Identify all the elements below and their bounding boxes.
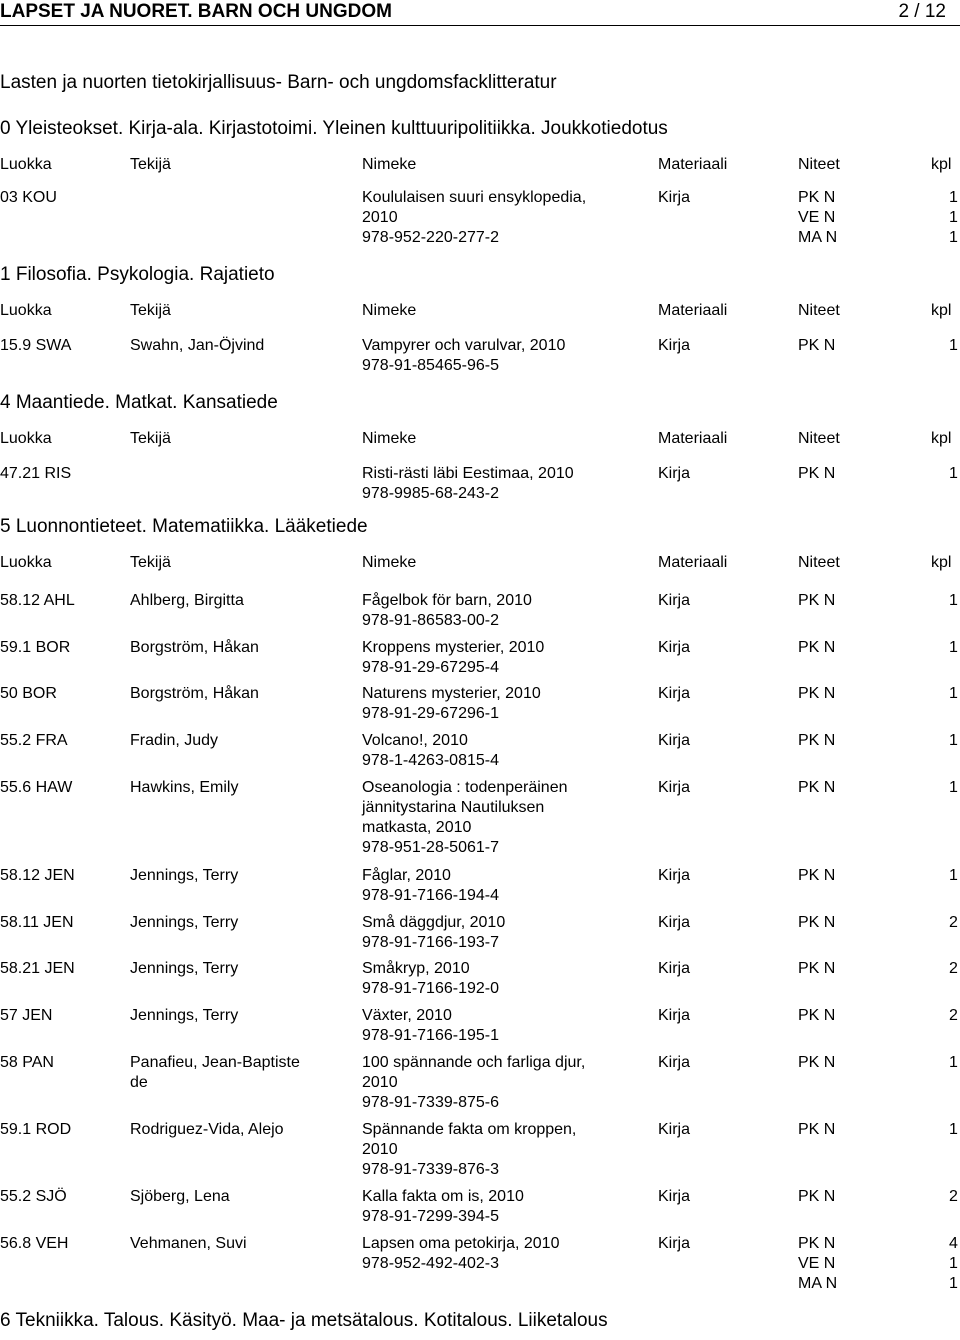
copies-count-line: 2 <box>949 960 958 977</box>
author <box>130 336 264 356</box>
material-type: Kirja <box>658 779 691 796</box>
title-isbn <box>362 684 541 724</box>
catalog-section <box>0 392 960 422</box>
copies-count-line: 1 <box>949 465 958 482</box>
copies-location-line: PK N <box>798 639 836 656</box>
classification-code: 57 JEN <box>0 1007 53 1024</box>
material-type: Kirja <box>658 960 691 977</box>
author-line: Vehmanen, Suvi <box>130 1235 247 1252</box>
copies-count <box>949 188 958 248</box>
table-header <box>0 553 960 577</box>
column-header-kpl: kpl <box>931 430 952 447</box>
author-line: Borgström, Håkan <box>130 685 259 702</box>
section-title: 4 Maantiede. Matkat. Kansatiede <box>0 392 278 413</box>
material-type: Kirja <box>658 639 691 656</box>
copies-location <box>798 188 837 248</box>
author <box>130 778 238 798</box>
copies-location <box>798 1187 835 1207</box>
column-header-materiaali: Materiaali <box>658 554 728 571</box>
copies-count-line: 1 <box>949 592 958 609</box>
author-line: Borgström, Håkan <box>130 639 259 656</box>
column-header-materiaali: Materiaali <box>658 156 728 173</box>
column-header-kpl: kpl <box>931 156 952 173</box>
copies-location-line: VE N <box>798 209 836 226</box>
copies-location-line: PK N <box>798 1188 836 1205</box>
author-line: Hawkins, Emily <box>130 779 239 796</box>
title-isbn-line: Koululaisen suuri ensyklopedia, <box>362 189 587 206</box>
author-line: Jennings, Terry <box>130 1007 239 1024</box>
copies-count-line: 1 <box>949 1255 958 1272</box>
copies-location <box>798 336 835 356</box>
author <box>130 866 238 886</box>
copies-location <box>798 866 835 886</box>
title-isbn <box>362 188 586 248</box>
copies-location-line: MA N <box>798 229 838 246</box>
copies-location <box>798 1053 835 1073</box>
title-isbn-line: Volcano!, 2010 <box>362 732 468 749</box>
copies-location-line: MA N <box>798 1275 838 1292</box>
copies-count-line: 1 <box>949 779 958 796</box>
catalog-section <box>0 118 960 148</box>
author <box>130 638 259 658</box>
column-header-nimeke: Nimeke <box>362 554 417 571</box>
material-type: Kirja <box>658 1007 691 1024</box>
copies-location <box>798 684 835 704</box>
column-header-tekija: Tekijä <box>130 302 171 319</box>
title-isbn-line: matkasta, 2010 <box>362 819 472 836</box>
classification-code: 59.1 ROD <box>0 1121 72 1138</box>
copies-count <box>949 1120 958 1140</box>
column-header-materiaali: Materiaali <box>658 302 728 319</box>
author <box>130 913 238 933</box>
catalog-section <box>0 516 960 546</box>
author-line: Panafieu, Jean-Baptiste <box>130 1054 300 1071</box>
author-line: Ahlberg, Birgitta <box>130 592 244 609</box>
classification-code: 03 KOU <box>0 189 57 206</box>
copies-count <box>949 731 958 751</box>
copies-location-line: PK N <box>798 337 836 354</box>
copies-location-line: PK N <box>798 867 836 884</box>
copies-location <box>798 1006 835 1026</box>
title-isbn <box>362 336 565 376</box>
material-type: Kirja <box>658 1235 691 1252</box>
title-isbn-line: Småkryp, 2010 <box>362 960 470 977</box>
copies-location <box>798 778 835 798</box>
title-isbn-line: Lapsen oma petokirja, 2010 <box>362 1235 560 1252</box>
section-title: 1 Filosofia. Psykologia. Rajatieto <box>0 264 275 285</box>
column-header-niteet: Niteet <box>798 156 840 173</box>
copies-count-line: 1 <box>949 1054 958 1071</box>
page-number: 2 / 12 <box>898 1 946 22</box>
author-line: Rodriguez-Vida, Alejo <box>130 1121 284 1138</box>
copies-count-line: 1 <box>949 685 958 702</box>
title-isbn-line: 978-91-85465-96-5 <box>362 357 499 374</box>
copies-count <box>949 1187 958 1207</box>
copies-count <box>949 591 958 611</box>
title-isbn-line: Vampyrer och varulvar, 2010 <box>362 337 566 354</box>
copies-count-line: 1 <box>949 229 958 246</box>
title-isbn <box>362 778 568 858</box>
copies-count <box>949 866 958 886</box>
copies-location-line: PK N <box>798 1054 836 1071</box>
copies-location <box>798 731 835 751</box>
title-isbn <box>362 1187 524 1227</box>
material-type: Kirja <box>658 189 691 206</box>
title-isbn <box>362 464 574 504</box>
author-line: de <box>130 1074 148 1091</box>
author <box>130 1006 238 1026</box>
title-isbn-line: 978-91-29-67296-1 <box>362 705 499 722</box>
title-isbn-line: 978-91-7166-192-0 <box>362 980 499 997</box>
title-isbn-line: jännitystarina Nautiluksen <box>362 799 545 816</box>
copies-count <box>949 336 958 356</box>
column-header-tekija: Tekijä <box>130 156 171 173</box>
title-isbn-line: 978-1-4263-0815-4 <box>362 752 499 769</box>
classification-code: 59.1 BOR <box>0 639 71 656</box>
copies-count-line: 2 <box>949 1188 958 1205</box>
classification-code: 58.12 AHL <box>0 592 75 609</box>
column-header-niteet: Niteet <box>798 302 840 319</box>
author <box>130 591 244 611</box>
copies-location-line: PK N <box>798 592 836 609</box>
classification-code: 58.11 JEN <box>0 914 74 931</box>
copies-count <box>949 1234 958 1294</box>
author <box>130 1187 230 1207</box>
column-header-luokka: Luokka <box>0 430 52 447</box>
table-header <box>0 429 960 453</box>
material-type: Kirja <box>658 1188 691 1205</box>
title-isbn-line: Fågelbok för barn, 2010 <box>362 592 532 609</box>
copies-count-line: 1 <box>949 732 958 749</box>
title-isbn-line: 2010 <box>362 209 398 226</box>
document-title: Lasten ja nuorten tietokirjallisuus- Barn- och ungdomsfacklitteratur <box>0 72 557 93</box>
author-line: Swahn, Jan-Öjvind <box>130 337 265 354</box>
material-type: Kirja <box>658 1054 691 1071</box>
title-isbn-line: 978-952-220-277-2 <box>362 229 499 246</box>
column-header-tekija: Tekijä <box>130 430 171 447</box>
title-isbn <box>362 731 499 771</box>
column-header-luokka: Luokka <box>0 156 52 173</box>
copies-location <box>798 591 835 611</box>
header-rule <box>0 25 960 26</box>
copies-location <box>798 1234 837 1294</box>
title-isbn-line: Spännande fakta om kroppen, <box>362 1121 577 1138</box>
copies-count-line: 1 <box>949 189 958 206</box>
title-isbn-line: 978-91-86583-00-2 <box>362 612 499 629</box>
classification-code: 58.12 JEN <box>0 867 75 884</box>
title-isbn-line: Fåglar, 2010 <box>362 867 451 884</box>
title-isbn-line: 978-91-7299-394-5 <box>362 1208 499 1225</box>
title-isbn-line: 978-91-7166-193-7 <box>362 934 499 951</box>
classification-code: 55.6 HAW <box>0 779 73 796</box>
material-type: Kirja <box>658 592 691 609</box>
title-isbn-line: Små däggdjur, 2010 <box>362 914 506 931</box>
column-header-materiaali: Materiaali <box>658 430 728 447</box>
title-isbn-line: Växter, 2010 <box>362 1007 452 1024</box>
author-line: Jennings, Terry <box>130 914 239 931</box>
title-isbn <box>362 866 499 906</box>
classification-code: 47.21 RIS <box>0 465 72 482</box>
section-title: 5 Luonnontieteet. Matematiikka. Lääketiede <box>0 516 368 537</box>
copies-location-line: PK N <box>798 1235 836 1252</box>
header-title: LAPSET JA NUORET. BARN OCH UNGDOM <box>0 1 392 22</box>
copies-location-line: PK N <box>798 914 836 931</box>
copies-count-line: 1 <box>949 867 958 884</box>
classification-code: 55.2 SJÖ <box>0 1188 67 1205</box>
copies-location-line: PK N <box>798 779 836 796</box>
table-header <box>0 155 960 179</box>
copies-count-line: 1 <box>949 1121 958 1138</box>
copies-location-line: VE N <box>798 1255 836 1272</box>
title-isbn-line: 978-91-7166-194-4 <box>362 887 499 904</box>
copies-count-line: 1 <box>949 639 958 656</box>
classification-code: 15.9 SWA <box>0 337 72 354</box>
title-isbn-line: 978-952-492-402-3 <box>362 1255 499 1272</box>
author <box>130 1120 284 1140</box>
copies-location-line: PK N <box>798 685 836 702</box>
column-header-kpl: kpl <box>931 302 952 319</box>
catalog-section <box>0 1310 960 1340</box>
column-header-nimeke: Nimeke <box>362 156 417 173</box>
page-header <box>0 0 960 24</box>
title-isbn <box>362 1120 576 1180</box>
author-line: Jennings, Terry <box>130 960 239 977</box>
title-isbn <box>362 638 544 678</box>
copies-count <box>949 1053 958 1073</box>
title-isbn-line: Risti-rästi läbi Eestimaa, 2010 <box>362 465 574 482</box>
material-type: Kirja <box>658 465 691 482</box>
material-type: Kirja <box>658 1121 691 1138</box>
copies-count <box>949 913 958 933</box>
title-isbn <box>362 959 499 999</box>
title-isbn-line: 978-91-7339-876-3 <box>362 1161 499 1178</box>
title-isbn <box>362 1006 499 1046</box>
copies-location-line: PK N <box>798 732 836 749</box>
title-isbn-line: 978-91-29-67295-4 <box>362 659 499 676</box>
author <box>130 731 218 751</box>
title-isbn-line: 2010 <box>362 1141 398 1158</box>
title-isbn <box>362 591 532 631</box>
title-isbn-line: 2010 <box>362 1074 398 1091</box>
copies-count <box>949 1006 958 1026</box>
classification-code: 50 BOR <box>0 685 57 702</box>
author <box>130 959 238 979</box>
author <box>130 1053 300 1093</box>
copies-count <box>949 684 958 704</box>
copies-location-line: PK N <box>798 960 836 977</box>
copies-count-line: 1 <box>949 1275 958 1292</box>
catalog-section <box>0 264 960 294</box>
copies-count-line: 2 <box>949 1007 958 1024</box>
copies-location-line: PK N <box>798 1007 836 1024</box>
title-isbn-line: 100 spännande och farliga djur, <box>362 1054 586 1071</box>
column-header-tekija: Tekijä <box>130 554 171 571</box>
author <box>130 1234 247 1254</box>
copies-count <box>949 638 958 658</box>
material-type: Kirja <box>658 914 691 931</box>
copies-count <box>949 959 958 979</box>
title-isbn-line: 978-91-7166-195-1 <box>362 1027 499 1044</box>
material-type: Kirja <box>658 685 691 702</box>
material-type: Kirja <box>658 732 691 749</box>
column-header-niteet: Niteet <box>798 554 840 571</box>
title-isbn <box>362 913 505 953</box>
copies-location <box>798 959 835 979</box>
title-isbn-line: Naturens mysterier, 2010 <box>362 685 541 702</box>
author <box>130 684 259 704</box>
title-isbn-line: 978-9985-68-243-2 <box>362 485 499 502</box>
title-isbn-line: 978-91-7339-875-6 <box>362 1094 499 1111</box>
copies-location <box>798 638 835 658</box>
title-isbn-line: 978-951-28-5061-7 <box>362 839 499 856</box>
section-title: 6 Tekniikka. Talous. Käsityö. Maa- ja metsätalous. Kotitalous. Liiketalous <box>0 1310 608 1331</box>
copies-location-line: PK N <box>798 465 836 482</box>
classification-code: 58.21 JEN <box>0 960 75 977</box>
section-title: 0 Yleisteokset. Kirja-ala. Kirjastotoimi. Yleinen kulttuuripolitiikka. Joukkotiedotus <box>0 118 668 139</box>
copies-location-line: PK N <box>798 1121 836 1138</box>
column-header-luokka: Luokka <box>0 554 52 571</box>
classification-code: 55.2 FRA <box>0 732 68 749</box>
copies-count-line: 4 <box>949 1235 958 1252</box>
column-header-kpl: kpl <box>931 554 952 571</box>
author-line: Sjöberg, Lena <box>130 1188 230 1205</box>
copies-count-line: 2 <box>949 914 958 931</box>
copies-count <box>949 778 958 798</box>
table-header <box>0 301 960 325</box>
copies-location <box>798 464 835 484</box>
column-header-niteet: Niteet <box>798 430 840 447</box>
copies-count-line: 1 <box>949 209 958 226</box>
material-type: Kirja <box>658 337 691 354</box>
copies-count <box>949 464 958 484</box>
material-type: Kirja <box>658 867 691 884</box>
column-header-luokka: Luokka <box>0 302 52 319</box>
title-isbn <box>362 1053 585 1113</box>
copies-count-line: 1 <box>949 337 958 354</box>
title-isbn-line: Kalla fakta om is, 2010 <box>362 1188 524 1205</box>
copies-location <box>798 913 835 933</box>
title-isbn-line: Kroppens mysterier, 2010 <box>362 639 545 656</box>
column-header-nimeke: Nimeke <box>362 302 417 319</box>
copies-location-line: PK N <box>798 189 836 206</box>
author-line: Fradin, Judy <box>130 732 219 749</box>
column-header-nimeke: Nimeke <box>362 430 417 447</box>
title-isbn-line: Oseanologia : todenperäinen <box>362 779 568 796</box>
copies-location <box>798 1120 835 1140</box>
classification-code: 58 PAN <box>0 1054 54 1071</box>
classification-code: 56.8 VEH <box>0 1235 69 1252</box>
title-isbn <box>362 1234 559 1274</box>
author-line: Jennings, Terry <box>130 867 239 884</box>
